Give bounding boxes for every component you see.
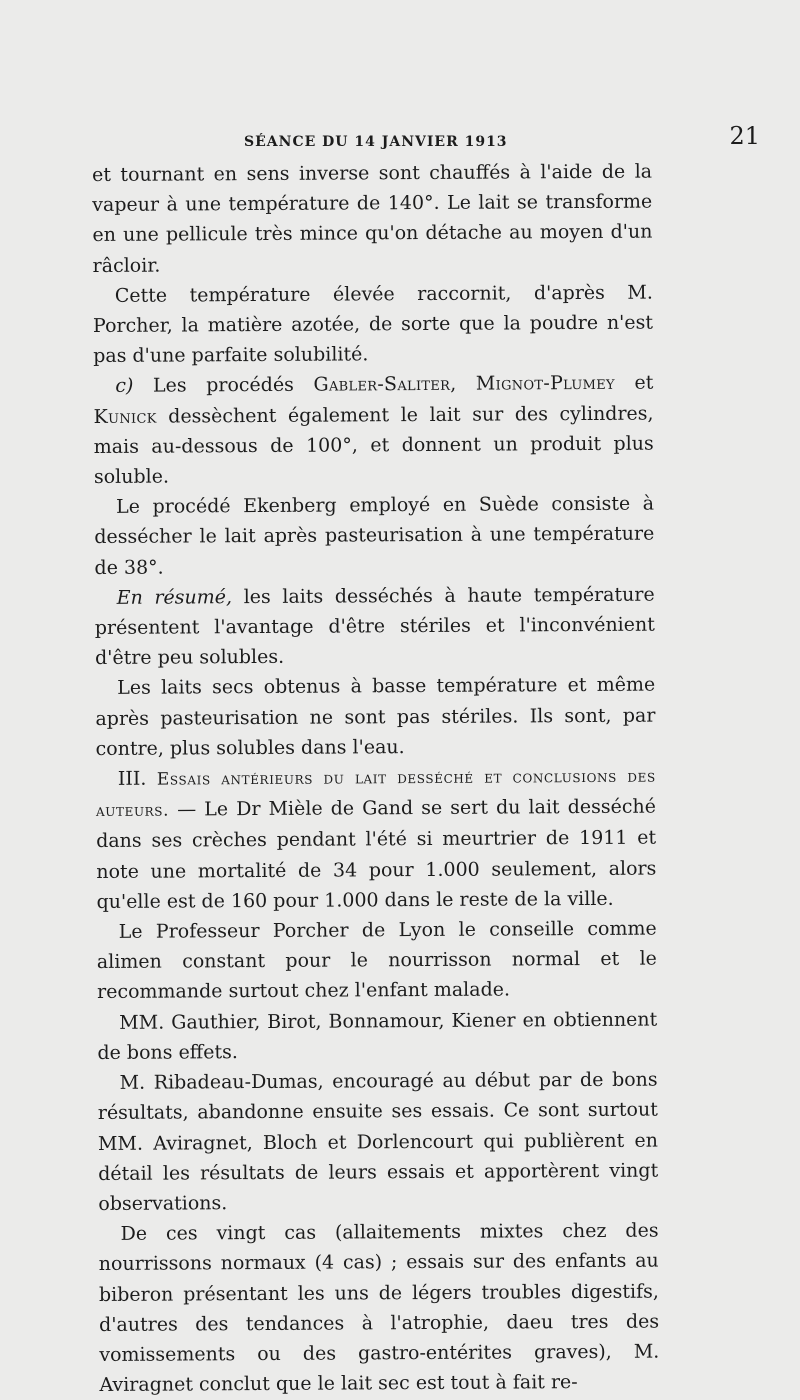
- paragraph-10: M. Ribadeau-Dumas, encouragé au début par de bons résultats, abandonne ensuite ses essais. Ce sont surtout MM. Aviragnet, Bloch et Dorlencourt qui publièrent en détail les résultats de leurs essais et apportèrent vingt observations.: [97, 1068, 659, 1215]
- body-text: [92, 157, 660, 1400]
- paragraph-5: [95, 579, 656, 673]
- paragraph-5-rest: les laits desséchés à haute température présentent l'avantage d'être stériles et l'inconvénient d'être peu solubles.: [94, 583, 655, 670]
- paragraph-11: De ces vingt cas (allaitements mixtes chez des nourrissons normaux (4 cas) ; essais sur des enfants au biberon présentant les uns de légers troubles digestifs, d'autres des tendances à l'atrophie, daeu tres des vomissements ou des gastro-entérites graves), M. Aviragnet conclut que le lait sec est tout à fait re-: [98, 1219, 660, 1397]
- process-name-gabler-saliter: Gabler-Saliter: [313, 373, 451, 397]
- section-iii: [96, 761, 657, 917]
- section-iii-text: Le Dr Mièle de Gand se sert du lait desséché dans ses crèches pendant l'été si meurtrier de 1911 et note une mortalité de 34 pour 1.000 seulement, alors qu'elle est de 160 pour 1.000 dans le reste de la ville.: [96, 795, 657, 913]
- paragraph-6: Les laits secs obtenus à basse température et même après pasteurisation ne sont pas stériles. Ils sont, par contre, plus solubles dans l'eau.: [95, 674, 656, 760]
- list-label: c): [115, 375, 134, 398]
- section-numeral: III.: [117, 767, 147, 790]
- paragraph-8: Le Professeur Porcher de Lyon le conseille comme alimen constant pour le nourrisson normal et le recommande surtout chez l'enfant malade.: [96, 917, 657, 1004]
- process-name-mignot-plumey: Mignot-Plumey: [475, 372, 615, 396]
- process-name-kunick: Kunick: [93, 405, 157, 428]
- paragraph-4: Le procédé Ekenberg employé en Suède consiste à dessécher le lait après pasteurisation à une température de 38°.: [94, 492, 655, 579]
- separator-comma: ,: [450, 373, 457, 396]
- paragraph-2: Cette température élevée raccornit, d'après M. Porcher, la matière azotée, de sorte que la poudre n'est pas d'une parfaite solubilité.: [92, 281, 654, 368]
- summary-lead: En résumé,: [116, 585, 233, 609]
- paragraph-9: MM. Gauthier, Birot, Bonnamour, Kiener en obtiennent de bons effets.: [97, 1008, 658, 1064]
- page-header: [92, 122, 760, 154]
- section-heading: Essais antérieurs du lait desséché et conclusions des auteurs.: [95, 766, 656, 822]
- em-dash: —: [177, 798, 197, 821]
- paragraph-3-rest: dessèchent également le lait sur des cylindres, mais au-dessous de 100°, et donnent un produit plus soluble.: [93, 402, 654, 489]
- conjunction: et: [634, 371, 654, 395]
- paragraph-3: [93, 368, 654, 492]
- running-title: SÉANCE DU 14 JANVIER 1913: [244, 134, 508, 150]
- page-number: 21: [729, 122, 760, 150]
- paragraph-1: et tournant en sens inverse sont chauffés à l'aide de la vapeur à une température de 140°. Le lait se transforme en une pellicule très mince qu'on détache au moyen d'un râcloir.: [92, 160, 653, 277]
- paragraph-3-intro: Les procédés: [152, 374, 294, 398]
